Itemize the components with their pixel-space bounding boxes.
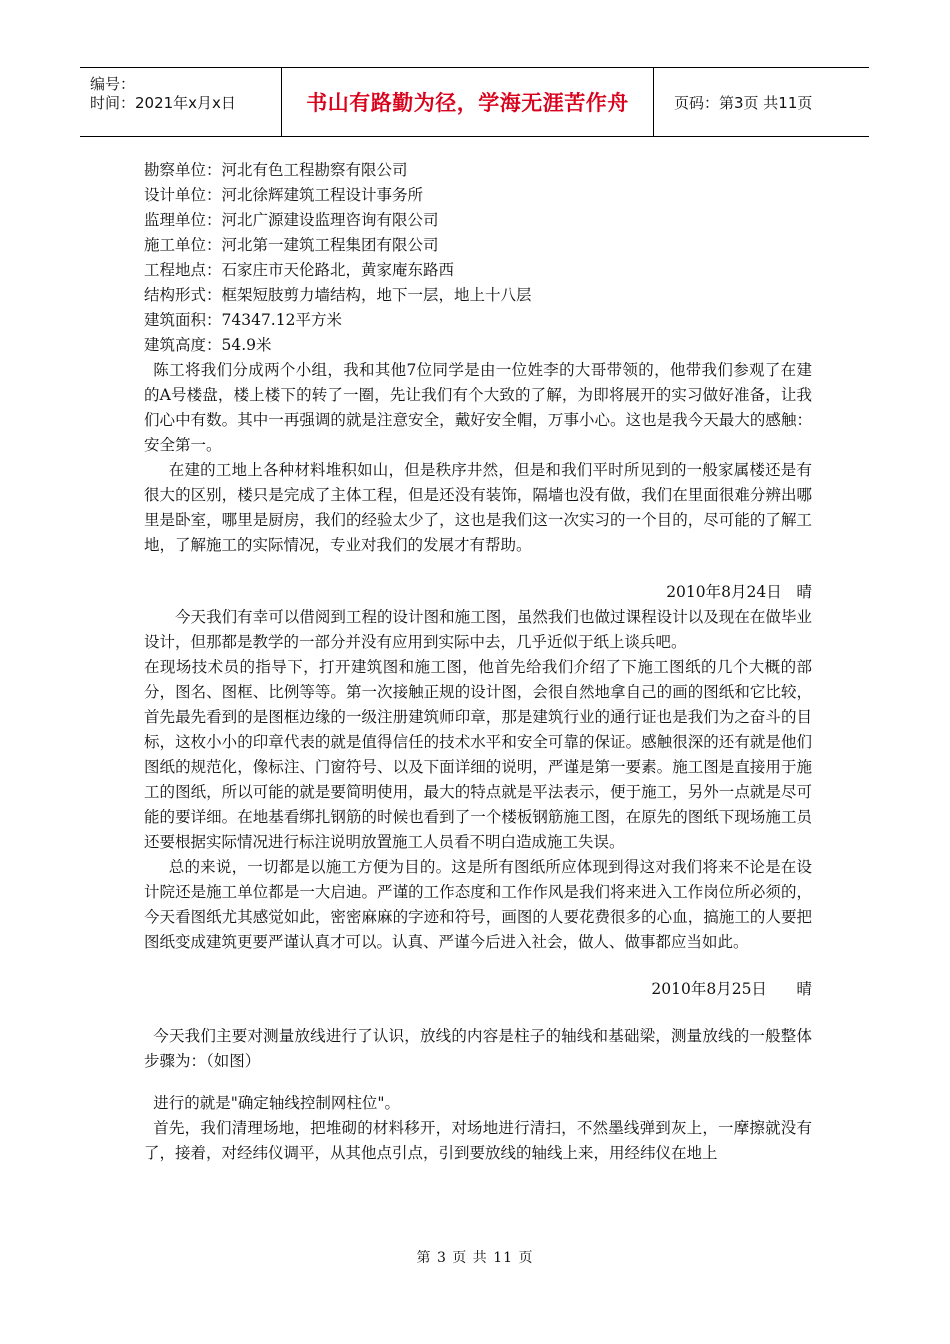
paragraph-site: 在建的工地上各种材料堆积如山，但是秩序井然，但是和我们平时所见到的一般家属楼还是有很大的区别，楼只是完成了主体工程，但是还没有装饰，隔墙也没有做，我们在里面很难分辨出哪里是卧室，哪里是厨房，我们的经验太少了，这也是我们这一次实习的一个目的，尽可能的了解工地，了解施工的实际情况，专业对我们的发展才有帮助。: [144, 461, 812, 554]
page-info-cell: [664, 68, 869, 136]
spacer: [144, 1074, 812, 1091]
info-area: 建筑面积：74347.12平方米: [144, 311, 342, 329]
info-location: 工程地点：石家庄市天伦路北，黄家庵东路西: [144, 261, 455, 279]
time-label: 时间：2021年x月x日: [90, 94, 236, 112]
paragraph-axis: 进行的就是"确定轴线控制网柱位"。: [153, 1094, 401, 1112]
date-aug-24: 2010年8月24日 晴: [666, 583, 812, 601]
info-design-unit: 设计单位：河北徐辉建筑工程设计事务所: [144, 186, 424, 204]
spacer: [144, 558, 812, 580]
page-label: 页码：第3页 共11页: [674, 93, 813, 112]
project-info: [144, 158, 812, 358]
spacer: [144, 1002, 812, 1024]
paragraph-survey: 今天我们主要对测量放线进行了认识，放线的内容是柱子的轴线和基础梁，测量放线的一般整体步骤为：（如图）: [144, 1027, 812, 1070]
info-height: 建筑高度：54.9米: [144, 336, 272, 354]
info-construction-unit: 施工单位：河北第一建筑工程集团有限公司: [144, 236, 439, 254]
paragraph-summary: 总的来说，一切都是以施工方便为目的。这是所有图纸所应体现到得这对我们将来不论是在设计院还是施工单位都是一大启迪。严谨的工作态度和工作作风是我们将来进入工作岗位所必须的，今天看图纸尤其感觉如此，密密麻麻的字迹和符号，画图的人要花费很多的心血，搞施工的人要把图纸变成建筑更要严谨认真才可以。认真、严谨今后进入社会，做人、做事都应当如此。: [144, 858, 812, 951]
header-table: [80, 67, 869, 137]
page-footer: 第 3 页 共 11 页: [416, 1250, 534, 1266]
paragraph-visit: 陈工将我们分成两个小组，我和其他7位同学是由一位姓李的大哥带领的，他带我们参观了在建的A号楼盘，楼上楼下的转了一圈，先让我们有个大致的了解，为即将展开的实习做好准备，让我们心中有数。其中一再强调的就是注意安全，戴好安全帽，万事小心。这也是我今天最大的感触：安全第一。: [144, 361, 812, 454]
date-aug-25: 2010年8月25日 晴: [651, 980, 812, 998]
number-label: 编号：: [90, 75, 136, 93]
paragraph-first-step: 首先，我们清理场地，把堆砌的材料移开，对场地进行清扫，不然墨线弹到灰上，一摩擦就没有了，接着，对经纬仪调平，从其他点引点，引到要放线的轴线上来，用经纬仪在地上: [144, 1119, 812, 1162]
header-meta-cell: [80, 68, 282, 136]
spacer: [144, 955, 812, 977]
info-supervision-unit: 监理单位：河北广源建设监理咨询有限公司: [144, 211, 439, 229]
paragraph-drawings: 今天我们有幸可以借阅到工程的设计图和施工图，虽然我们也做过课程设计以及现在在做毕业设计，但那都是教学的一部分并没有应用到实际中去，几乎近似于纸上谈兵吧。: [144, 608, 812, 651]
info-structure: 结构形式：框架短肢剪力墙结构，地下一层，地上十八层: [144, 286, 532, 304]
info-survey-unit: 勘察单位：河北有色工程勘察有限公司: [144, 161, 408, 179]
motto-cell: [282, 68, 654, 136]
motto-text: 书山有路勤为径，学海无涯苦作舟: [306, 91, 629, 115]
document-body: [144, 158, 812, 1166]
paragraph-guidance: 在现场技术员的指导下，打开建筑图和施工图，他首先给我们介绍了下施工图纸的几个大概的部分，图名、图框、比例等等。第一次接触正规的设计图，会很自然地拿自己的画的图纸和它比较，首先最先看到的是图框边缘的一级注册建筑师印章，那是建筑行业的通行证也是我们为之奋斗的目标，这枚小小的印章代表的就是值得信任的技术水平和安全可靠的保证。感触很深的还有就是他们图纸的规范化，像标注、门窗符号、以及下面详细的说明，严谨是第一要素。施工图是直接用于施工的图纸，所以可能的就是要简明使用，最大的特点就是平法表示，便于施工，另外一点就是尽可能的要详细。在地基看绑扎钢筋的时候也看到了一个楼板钢筋施工图，在原先的图纸下现场施工员还要根据实际情况进行标注说明放置施工人员看不明白造成施工失误。: [144, 658, 812, 851]
